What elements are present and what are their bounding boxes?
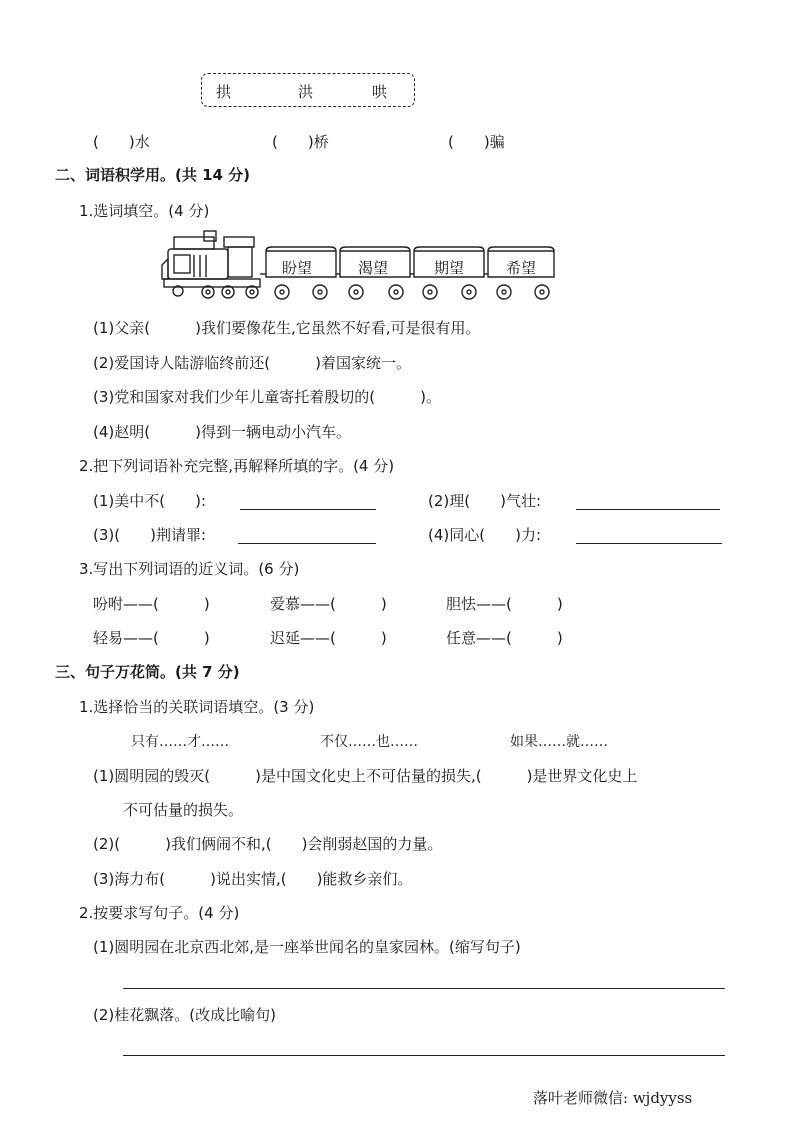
sentence-continued: 不可估量的损失。 bbox=[123, 801, 244, 819]
synonym-item: 轻易——( ) bbox=[93, 629, 210, 647]
synonym-item: 胆怯——( ) bbox=[446, 595, 563, 613]
sentence: (1)圆明园的毁灭( )是中国文化史上不可估量的损失,( )是世界文化史上 bbox=[93, 767, 638, 785]
fill-item-1 bbox=[93, 131, 150, 152]
box-char: 哄 bbox=[372, 83, 388, 101]
sentence: (2)( )我们俩闹不和,( )会削弱赵国的力量。 bbox=[93, 835, 443, 853]
idiom-item: (4)同心( )力: bbox=[428, 526, 542, 544]
character-box bbox=[201, 73, 415, 107]
idiom-item: (2)理( )气壮: bbox=[428, 492, 542, 510]
loco-body bbox=[168, 249, 228, 279]
loco-cab bbox=[228, 247, 252, 277]
idiom-item: (3)( )荆请罪: bbox=[93, 526, 207, 544]
answer-line[interactable] bbox=[240, 509, 376, 510]
box-char: 拱 bbox=[216, 83, 232, 101]
fill-blank[interactable]: ( ) bbox=[448, 133, 490, 151]
train-word: 希望 bbox=[506, 259, 537, 277]
train-word: 盼望 bbox=[282, 259, 313, 277]
sentence: (4)赵明( )得到一辆电动小汽车。 bbox=[93, 423, 351, 441]
question-title: 2.按要求写句子。(4 分) bbox=[79, 904, 240, 922]
footer-note: 落叶老师微信: wjdyyss bbox=[533, 1089, 693, 1107]
conjunction-option: 如果……就…… bbox=[510, 734, 608, 750]
fill-item-3 bbox=[448, 131, 505, 152]
question-title: 1.选词填空。(4 分) bbox=[79, 202, 210, 220]
fill-suffix: 骗 bbox=[489, 133, 505, 151]
sentence: (2)爱国诗人陆游临终前还( )着国家统一。 bbox=[93, 354, 411, 372]
train-word: 期望 bbox=[434, 259, 465, 277]
conjunction-option: 不仅……也…… bbox=[320, 734, 418, 750]
synonym-item: 任意——( ) bbox=[446, 629, 563, 647]
rewrite-task: (1)圆明园在北京西北郊,是一座举世闻名的皇家园林。(缩写句子) bbox=[93, 938, 521, 956]
loco-front bbox=[162, 259, 168, 279]
section-title: 三、句子万花筒。(共 7 分) bbox=[55, 663, 240, 681]
fill-item-2 bbox=[272, 131, 329, 152]
answer-line[interactable] bbox=[238, 543, 376, 544]
fill-suffix: 桥 bbox=[313, 133, 329, 151]
sentence: (3)党和国家对我们少年儿童寄托着殷切的( )。 bbox=[93, 388, 441, 406]
loco-roof bbox=[174, 237, 214, 249]
loco-cab-top bbox=[224, 237, 254, 247]
synonym-item: 吩咐——( ) bbox=[93, 595, 210, 613]
idiom-item: (1)美中不( ): bbox=[93, 492, 207, 510]
answer-line[interactable] bbox=[123, 988, 725, 989]
loco-window bbox=[174, 255, 190, 273]
answer-line[interactable] bbox=[123, 1055, 725, 1056]
sentence: (3)海力布( )说出实情,( )能救乡亲们。 bbox=[93, 870, 413, 888]
box-char: 洪 bbox=[298, 83, 314, 101]
conjunction-option: 只有……才…… bbox=[131, 734, 229, 750]
answer-line[interactable] bbox=[576, 509, 720, 510]
fill-suffix: 水 bbox=[134, 133, 150, 151]
fill-blank[interactable]: ( ) bbox=[272, 133, 314, 151]
answer-line[interactable] bbox=[576, 543, 722, 544]
fill-blank[interactable]: ( ) bbox=[93, 133, 135, 151]
question-title: 2.把下列词语补充完整,再解释所填的字。(4 分) bbox=[79, 457, 395, 475]
sentence: (1)父亲( )我们要像花生,它虽然不好看,可是很有用。 bbox=[93, 319, 481, 337]
section-title: 二、词语积学用。(共 14 分) bbox=[55, 166, 251, 184]
question-title: 1.选择恰当的关联词语填空。(3 分) bbox=[79, 698, 315, 716]
question-title: 3.写出下列词语的近义词。(6 分) bbox=[79, 560, 300, 578]
synonym-item: 迟延——( ) bbox=[270, 629, 387, 647]
rewrite-task: (2)桂花飘落。(改成比喻句) bbox=[93, 1006, 276, 1024]
synonym-item: 爱慕——( ) bbox=[270, 595, 387, 613]
train-word: 渴望 bbox=[358, 259, 389, 277]
